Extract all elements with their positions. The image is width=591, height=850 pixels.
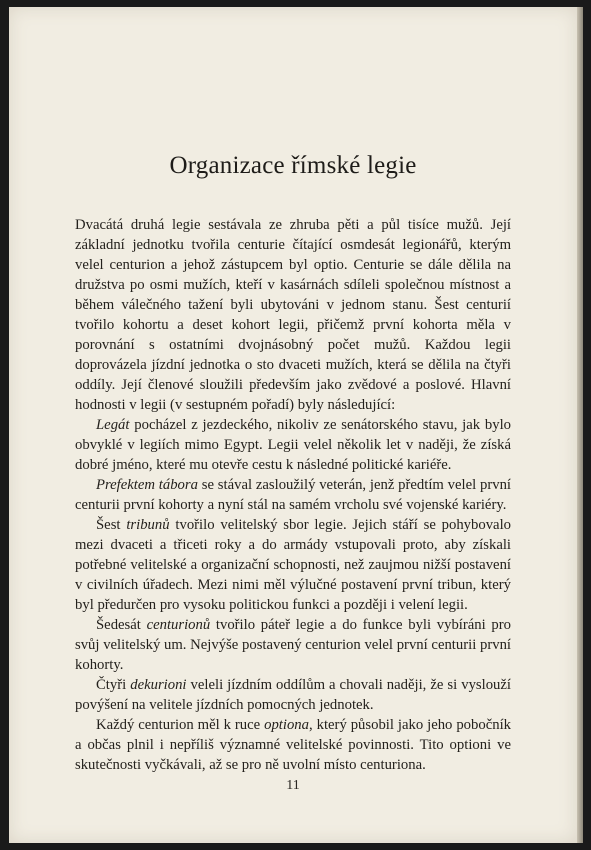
page-edge: [577, 7, 583, 843]
paragraph-dekurioni: [75, 675, 511, 715]
paragraph-tribuni: [75, 515, 511, 615]
body-text: [75, 215, 511, 775]
paragraph-text: Šest: [96, 517, 127, 533]
paragraph-text: tvořilo velitelský sbor legie. Jejich stáří se pohybovalo mezi dvaceti a třiceti roky a do armády vstupovali proto, aby získali potřebné velitelské a organizační schopnosti, než zaujmou nižší postavení v civilních úřadech. Mezi nimi měl výlučné postavení první tribun, který byl předurčen pro vysoku politickou funkci a později i velení legii.: [75, 517, 512, 613]
paragraph-intro: [75, 215, 511, 415]
paragraph-centurioni: [75, 615, 511, 675]
paragraph-text: pocházel z jezdeckého, nikoliv ze senátorského stavu, jak bylo obvyklé v legiích mimo Egypt. Legii velel několik let v naději, že získá dobré jméno, které mu otevře cestu k následné politické kariéře.: [75, 417, 511, 473]
paragraph-text: se stával zasloužilý veterán, jenž předtím velel první centurii první kohorty a nyní stál na samém vrcholu své vojenské kariéry.: [75, 477, 511, 513]
paragraph-text: veleli jízdním oddílům a chovali naději, že si vyslouží povýšení na velitele jízdních pomocných jednotek.: [75, 677, 511, 713]
paragraph-text: tvořilo páteř legie a do funkce byli vybíráni pro svůj velitelský um. Nejvýše postavený centurion velel první centurii první kohorty.: [75, 617, 511, 673]
paragraph-text: Šedesát: [96, 617, 147, 633]
page-number: 11: [286, 778, 300, 793]
chapter-title: Organizace římské legie: [169, 152, 417, 179]
paragraph-text: Čtyři: [96, 677, 131, 693]
paragraph-legat: [75, 415, 511, 475]
paragraph-text: , který působil jako jeho pobočník a občas plnil i nepříliš významné velitelské povinnosti. Tito optioni ve skutečnosti vyčkávali, až se pro ně uvolní místo centuriona.: [75, 717, 511, 773]
term-optiona: optiona: [264, 717, 309, 733]
paragraph-optio: [75, 715, 511, 775]
paragraph-text: Dvacátá druhá legie sestávala ze zhruba pěti a půl tisíce mužů. Její základní jednotku tvořila centurie čítající osmdesát legionářů, kterým velel centurion a jehož zástupcem byl optio. Centurie se dále dělila na družstva po osmi mužích, kteří v kasárnách sdíleli společnou místnost a během válečného tažení byli ubytováni v jednom stanu. Šest centurií tvořilo kohortu a deset kohort legii, přičemž první kohorta měla v porovnání s ostatními dvojnásobný počet mužů. Každou legii doprovázela jízdní jednotka o sto dvaceti mužích, která se dělila na čtyři oddíly. Její členové sloužili především jako zvědové a poslové. Hlavní hodnosti v legii (v sestupném pořadí) byly následující:: [75, 217, 511, 413]
term-dekurioni: dekurioni: [130, 677, 187, 693]
term-centurionu: centurionů: [146, 617, 211, 633]
paragraph-prefekt: [75, 475, 511, 515]
term-tribunu: tribunů: [126, 517, 170, 533]
term-legat: Legát: [96, 417, 130, 433]
paragraph-text: Každý centurion měl k ruce: [96, 717, 265, 733]
term-prefekt: Prefektem tábora: [96, 477, 198, 493]
book-page: [9, 7, 577, 843]
